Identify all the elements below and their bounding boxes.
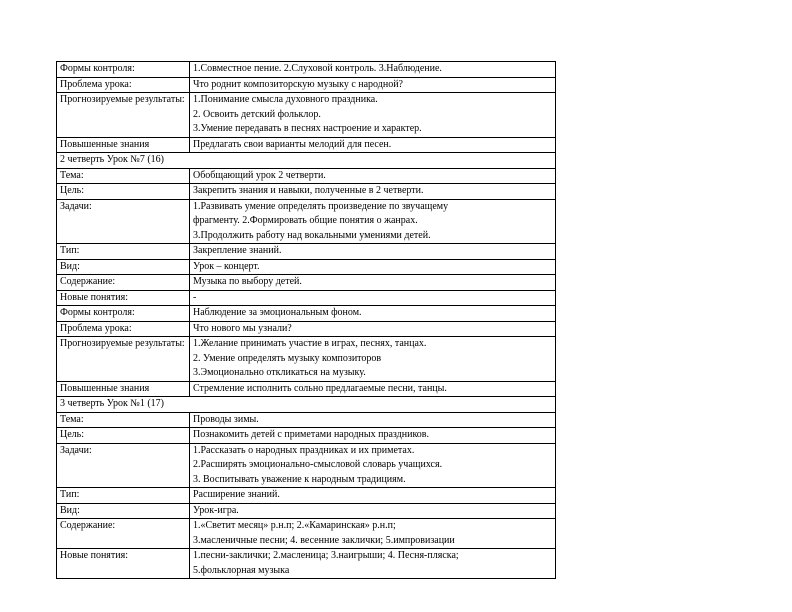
- row-value: [190, 77, 556, 93]
- row-value-line: 5.фольклорная музыка: [193, 564, 290, 576]
- table-row: [57, 412, 556, 428]
- table-row: [57, 137, 556, 153]
- row-value-line: Урок – концерт.: [193, 260, 260, 272]
- row-value-line: Что нового мы узнали?: [193, 322, 292, 334]
- row-value: [190, 428, 556, 444]
- row-label: Формы контроля:: [57, 306, 190, 322]
- row-value: [190, 412, 556, 428]
- row-value: [190, 184, 556, 200]
- section-header: 2 четверть Урок №7 (16): [57, 153, 556, 169]
- row-label: Тип:: [57, 244, 190, 260]
- table-row: [57, 306, 556, 322]
- row-value-line: 3.Эмоционально откликаться на музыку.: [193, 367, 366, 378]
- row-value-line: Закрепление знаний.: [193, 245, 282, 256]
- row-value: [190, 488, 556, 504]
- section-header: 3 четверть Урок №1 (17): [57, 397, 556, 413]
- row-label: Цель:: [57, 428, 190, 444]
- table-row: [57, 199, 556, 244]
- row-label: Тема:: [57, 168, 190, 184]
- row-value-line: Музыка по выбору детей.: [193, 276, 302, 287]
- row-value-line: 1.песни-заклички; 2.масленица; 3.наигрыши; 4. Песня-пляска;: [193, 550, 459, 561]
- table-row: [57, 244, 556, 260]
- lesson-plan-table-body: [57, 62, 556, 579]
- row-label: Вид:: [57, 259, 190, 275]
- row-value-line: 1.Развивать умение определять произведение по звучащему: [193, 200, 449, 212]
- row-label: Содержание:: [57, 275, 190, 291]
- row-value-line: Что роднит композиторскую музыку с народной?: [193, 78, 403, 90]
- row-value: [190, 443, 556, 488]
- table-row: [57, 519, 556, 549]
- row-label: Повышенные знания: [57, 381, 190, 397]
- row-value: [190, 321, 556, 337]
- row-value: [190, 259, 556, 275]
- table-row: [57, 321, 556, 337]
- row-value-line: 3.Умение передавать в песнях настроение и характер.: [193, 123, 422, 134]
- row-value-line: Обобщающий урок 2 четверти.: [193, 169, 326, 181]
- row-value-line: Стремление исполнить сольно предлагаемые песни, танцы.: [193, 382, 447, 394]
- table-row: [57, 549, 556, 579]
- row-value: [190, 168, 556, 184]
- table-row: [57, 275, 556, 291]
- row-value: [190, 549, 556, 579]
- row-value: [190, 199, 556, 244]
- table-row: [57, 503, 556, 519]
- row-label: Тип:: [57, 488, 190, 504]
- row-value: [190, 503, 556, 519]
- row-value: [190, 306, 556, 322]
- row-value-line: Урок-игра.: [193, 504, 239, 516]
- row-value-line: 2.Расширять эмоционально-смысловой словарь учащихся.: [193, 459, 443, 470]
- table-row: [57, 184, 556, 200]
- row-label: Проблема урока:: [57, 77, 190, 93]
- row-value-line: Познакомить детей с приметами народных праздников.: [193, 429, 430, 440]
- row-label: Проблема урока:: [57, 321, 190, 337]
- row-value-line: 3. Воспитывать уважение к народным традициям.: [193, 473, 406, 485]
- row-label: Прогнозируемые результаты:: [57, 337, 190, 382]
- table-row: [57, 488, 556, 504]
- section-header-row: [57, 153, 556, 169]
- table-row: [57, 77, 556, 93]
- row-label: Задачи:: [57, 443, 190, 488]
- table-row: [57, 93, 556, 138]
- row-label: Вид:: [57, 503, 190, 519]
- row-value-line: 1.Совместное пение. 2.Слуховой контроль. 3.Наблюдение.: [193, 63, 442, 74]
- row-value-line: Наблюдение за эмоциональным фоном.: [193, 307, 362, 318]
- row-label: Новые понятия:: [57, 549, 190, 579]
- table-row: [57, 443, 556, 488]
- lesson-plan-table: [56, 61, 556, 579]
- row-label: Содержание:: [57, 519, 190, 549]
- row-label: Тема:: [57, 412, 190, 428]
- table-row: [57, 337, 556, 382]
- table-row: [57, 381, 556, 397]
- row-value-line: 2. Умение определять музыку композиторов: [193, 352, 382, 364]
- row-value: [190, 381, 556, 397]
- row-label: Повышенные знания: [57, 137, 190, 153]
- row-label: Новые понятия:: [57, 290, 190, 306]
- row-value: [190, 275, 556, 291]
- row-value-line: Расширение знаний.: [193, 489, 280, 500]
- row-value-line: 3.масленичные песни; 4. весенние заклички; 5.импровизации: [193, 534, 455, 546]
- row-value: [190, 244, 556, 260]
- section-header-row: [57, 397, 556, 413]
- row-value-line: -: [193, 291, 197, 303]
- row-value-line: 2. Освоить детский фольклор.: [193, 108, 321, 120]
- table-row: [57, 168, 556, 184]
- row-value-line: фрагменту. 2.Формировать общие понятия о жанрах.: [193, 215, 418, 226]
- row-label: Прогнозируемые результаты:: [57, 93, 190, 138]
- row-value-line: 3.Продолжить работу над вокальными умениями детей.: [193, 229, 431, 241]
- row-value-line: 1.Желание принимать участие в играх, песнях, танцах.: [193, 338, 427, 349]
- table-row: [57, 62, 556, 78]
- row-value-line: 1.Рассказать о народных праздниках и их приметах.: [193, 444, 415, 456]
- row-value-line: 1.Понимание смысла духовного праздника.: [193, 94, 378, 105]
- row-value-line: Закрепить знания и навыки, полученные в 2 четверти.: [193, 185, 424, 196]
- row-label: Формы контроля:: [57, 62, 190, 78]
- table-row: [57, 259, 556, 275]
- row-value-line: Проводы зимы.: [193, 413, 259, 425]
- table-row: [57, 290, 556, 306]
- row-value: [190, 93, 556, 138]
- row-value: [190, 62, 556, 78]
- row-label: Задачи:: [57, 199, 190, 244]
- table-row: [57, 428, 556, 444]
- row-value-line: Предлагать свои варианты мелодий для песен.: [193, 138, 392, 150]
- row-value: [190, 519, 556, 549]
- row-value: [190, 137, 556, 153]
- row-label: Цель:: [57, 184, 190, 200]
- row-value: [190, 337, 556, 382]
- row-value: [190, 290, 556, 306]
- row-value-line: 1.«Светит месяц» р.н.п; 2.«Камаринская» р.н.п;: [193, 520, 396, 531]
